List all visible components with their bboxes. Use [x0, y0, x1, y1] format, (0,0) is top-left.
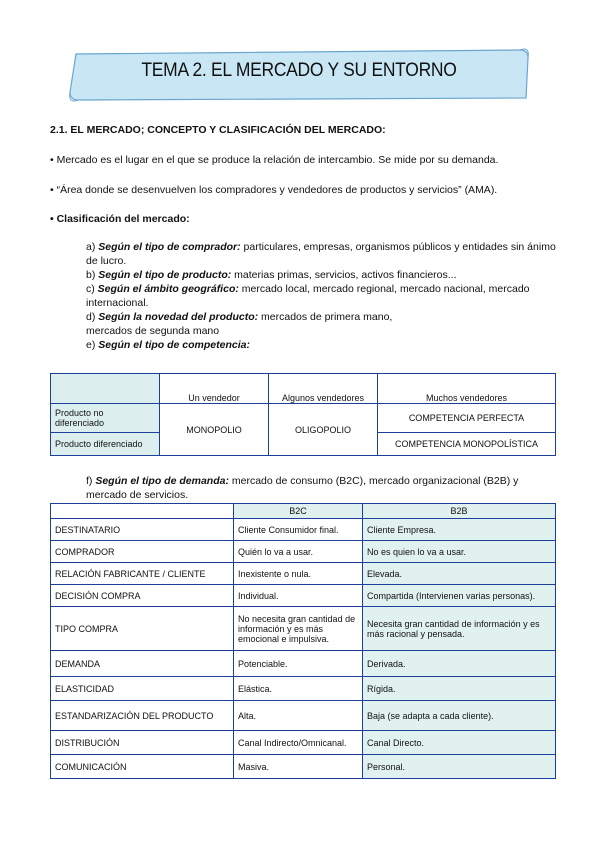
- header-b2c: B2C: [234, 504, 363, 519]
- header-un-vendedor: Un vendedor: [160, 374, 269, 404]
- b2c-cell: Canal Indirecto/Omnicanal.: [234, 731, 363, 755]
- header-b2b: B2B: [363, 504, 556, 519]
- competition-table: [50, 373, 556, 456]
- row-label: DEMANDA: [51, 651, 234, 677]
- header-muchos-vendedores: Muchos vendedores: [378, 374, 556, 404]
- row-label: DISTRIBUCIÓN: [51, 731, 234, 755]
- b2b-cell: Rígida.: [363, 677, 556, 701]
- title-banner: [68, 44, 530, 102]
- row-label: RELACIÓN FABRICANTE / CLIENTE: [51, 563, 234, 585]
- row-label: COMPRADOR: [51, 541, 234, 563]
- b2b-cell: Elevada.: [363, 563, 556, 585]
- b2c-cell: Potenciable.: [234, 651, 363, 677]
- list-item-f: f) Según el tipo de demanda: mercado de consumo (B2C), mercado organizacional (B2B) y mercado de servicios.: [86, 475, 519, 501]
- page-title: TEMA 2. EL MERCADO Y SU ENTORNO: [141, 60, 457, 81]
- row-label: TIPO COMPRA: [51, 607, 234, 651]
- list-item-b: b) Según el tipo de producto: materias primas, servicios, activos financieros...: [86, 269, 457, 281]
- b2c-cell: Elástica.: [234, 677, 363, 701]
- b2c-cell: Quién lo va a usar.: [234, 541, 363, 563]
- list-item-d: d) Según la novedad del producto: mercados de primera mano,: [86, 311, 393, 323]
- cell-monopolio: MONOPOLIO: [160, 404, 269, 456]
- b2b-cell: Canal Directo.: [363, 731, 556, 755]
- b2b-cell: No es quien lo va a usar.: [363, 541, 556, 563]
- b2c-cell: Masiva.: [234, 755, 363, 779]
- bullet-classification: • Clasificación del mercado:: [50, 213, 190, 225]
- list-item-c: c) Según el ámbito geográfico: mercado local, mercado regional, mercado nacional, mercado internacional.: [86, 283, 530, 309]
- b2b-cell: Compartida (Intervienen varias personas).: [363, 585, 556, 607]
- demand-table: [50, 503, 556, 779]
- classification-list: [86, 240, 556, 352]
- row-diferenciado: Producto diferenciado: [51, 433, 160, 456]
- b2b-cell: Personal.: [363, 755, 556, 779]
- cell-competencia-monopolistica: COMPETENCIA MONOPOLÍSTICA: [378, 433, 556, 456]
- b2c-cell: Alta.: [234, 701, 363, 731]
- b2c-cell: Individual.: [234, 585, 363, 607]
- corner-cell: [51, 374, 160, 404]
- list-item-e: e) Según el tipo de competencia:: [86, 339, 250, 351]
- list-item-d-cont: mercados de segunda mano: [86, 325, 220, 337]
- header-algunos-vendedores: Algunos vendedores: [269, 374, 378, 404]
- row-label: ELASTICIDAD: [51, 677, 234, 701]
- b2c-cell: Inexistente o nula.: [234, 563, 363, 585]
- section-title: 2.1. EL MERCADO; CONCEPTO Y CLASIFICACIÓN DEL MERCADO:: [50, 124, 386, 136]
- list-item-a: a) Según el tipo de comprador: particulares, empresas, organismos públicos y entidades sin ánimo de lucro.: [86, 241, 556, 267]
- b2b-cell: Cliente Empresa.: [363, 519, 556, 541]
- row-label: COMUNICACIÓN: [51, 755, 234, 779]
- row-no-diferenciado: Producto no diferenciado: [51, 404, 160, 433]
- bullet-definition: • Mercado es el lugar en el que se produce la relación de intercambio. Se mide por su demanda.: [50, 154, 499, 166]
- corner-cell: [51, 504, 234, 519]
- b2b-cell: Derivada.: [363, 651, 556, 677]
- b2c-cell: No necesita gran cantidad de información y es más emocional e impulsiva.: [234, 607, 363, 651]
- cell-oligopolio: OLIGOPOLIO: [269, 404, 378, 456]
- b2b-cell: Baja (se adapta a cada cliente).: [363, 701, 556, 731]
- bullet-ama: • “Área donde se desenvuelven los compradores y vendedores de productos y servicios” (AMA).: [50, 184, 498, 196]
- cell-competencia-perfecta: COMPETENCIA PERFECTA: [378, 404, 556, 433]
- row-label: ESTANDARIZACIÓN DEL PRODUCTO: [51, 701, 234, 731]
- row-label: DESTINATARIO: [51, 519, 234, 541]
- b2b-cell: Necesita gran cantidad de información y es más racional y pensada.: [363, 607, 556, 651]
- b2c-cell: Cliente Consumidor final.: [234, 519, 363, 541]
- row-label: DECISIÓN COMPRA: [51, 585, 234, 607]
